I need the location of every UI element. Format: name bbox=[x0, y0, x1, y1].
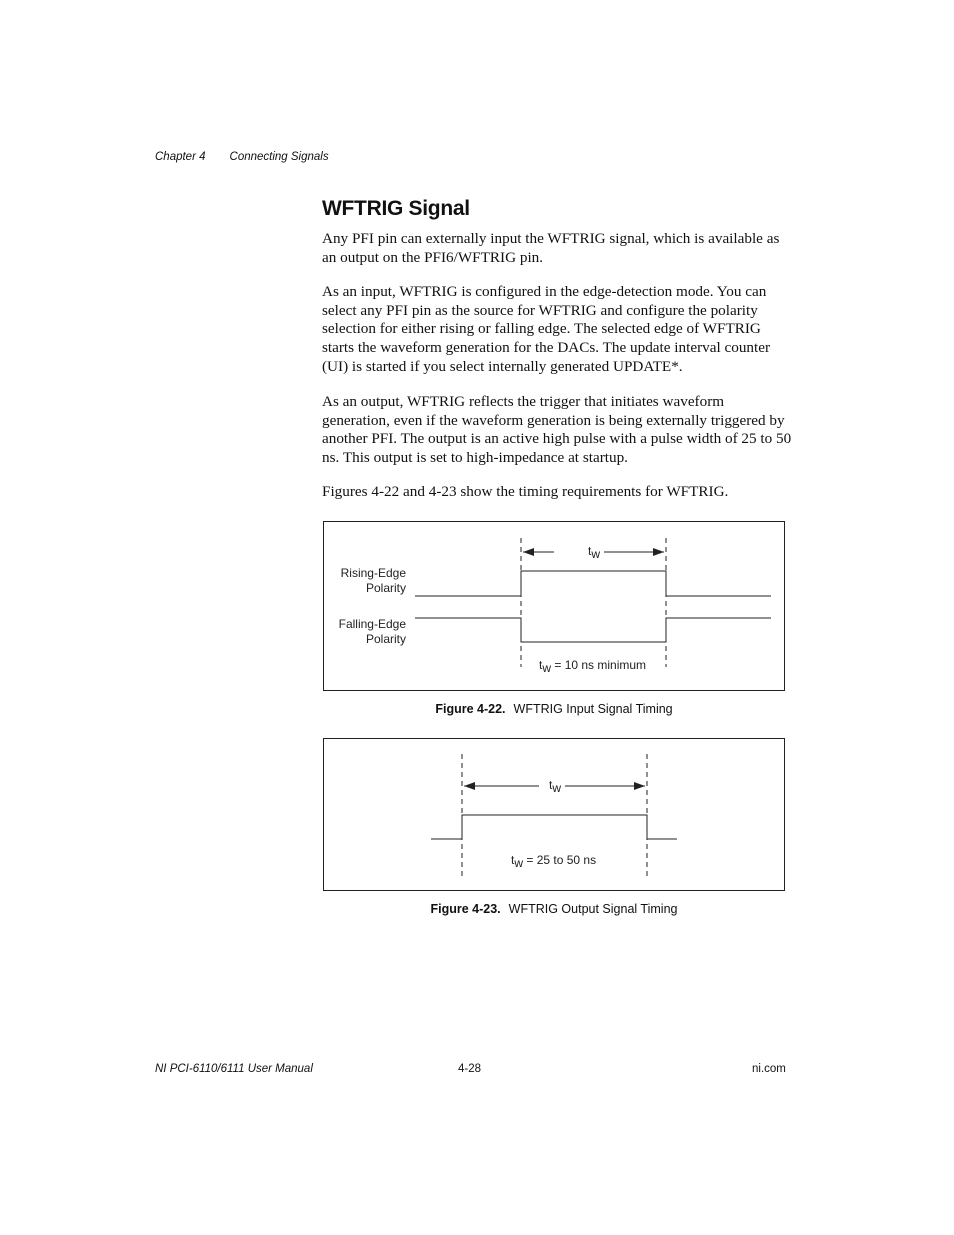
falling-edge-label: Falling-Edge bbox=[338, 617, 406, 631]
rising-edge-label: Rising-Edge bbox=[340, 566, 406, 580]
footer-website: ni.com bbox=[752, 1063, 786, 1075]
arrowhead-left bbox=[464, 782, 475, 790]
rising-edge-waveform bbox=[415, 571, 771, 596]
caption-label: Figure 4-23. bbox=[430, 902, 501, 916]
caption-label: Figure 4-22. bbox=[435, 702, 506, 716]
arrowhead-right bbox=[653, 548, 664, 556]
arrowhead-left bbox=[523, 548, 534, 556]
figure-output-timing bbox=[323, 738, 785, 891]
figure-input-timing bbox=[323, 521, 785, 691]
tw-minimum-note: tw = 10 ns minimum bbox=[539, 658, 647, 675]
falling-edge-waveform bbox=[415, 618, 771, 642]
output-timing-diagram bbox=[324, 739, 784, 890]
tw-label: tw bbox=[549, 778, 562, 795]
tw-label: tw bbox=[588, 544, 601, 561]
figure-4-23-caption bbox=[323, 902, 785, 916]
input-timing-diagram bbox=[324, 522, 784, 690]
paragraph-3: As an output, WFTRIG reflects the trigger that initiates waveform generation, even if the waveform generation is being externally triggered by another PFI. The output is an active high pulse with a pulse width of 25 to 50 ns. This output is set to high-impedance at startup. bbox=[322, 393, 792, 467]
tw-range-note: tw = 25 to 50 ns bbox=[511, 853, 597, 870]
caption-text: WFTRIG Input Signal Timing bbox=[513, 702, 673, 716]
output-pulse-waveform bbox=[431, 815, 677, 839]
section-title: WFTRIG Signal bbox=[322, 197, 470, 220]
section-label: Connecting Signals bbox=[229, 151, 329, 163]
rising-polarity-label: Polarity bbox=[365, 581, 406, 595]
caption-text: WFTRIG Output Signal Timing bbox=[508, 902, 678, 916]
falling-polarity-label: Polarity bbox=[365, 632, 406, 646]
arrowhead-right bbox=[634, 782, 645, 790]
running-header bbox=[155, 151, 329, 163]
figure-4-22-caption bbox=[323, 702, 785, 716]
footer-manual-title: NI PCI-6110/6111 User Manual bbox=[155, 1063, 313, 1075]
chapter-label: Chapter 4 bbox=[155, 151, 206, 163]
footer-page-number: 4-28 bbox=[458, 1063, 482, 1075]
paragraph-1: Any PFI pin can externally input the WFTRIG signal, which is available as an output on the PFI6/WFTRIG pin. bbox=[322, 230, 780, 266]
paragraph-4: Figures 4-22 and 4-23 show the timing requirements for WFTRIG. bbox=[322, 483, 729, 500]
paragraph-2: As an input, WFTRIG is configured in the edge-detection mode. You can select any PFI pin as the source for WFTRIG and configure the polarity selection for either rising or falling edge. The selected edge of WFTRIG starts the waveform generation for the DACs. The update interval counter (UI) is started if you select internally generated UPDATE*. bbox=[322, 283, 771, 375]
